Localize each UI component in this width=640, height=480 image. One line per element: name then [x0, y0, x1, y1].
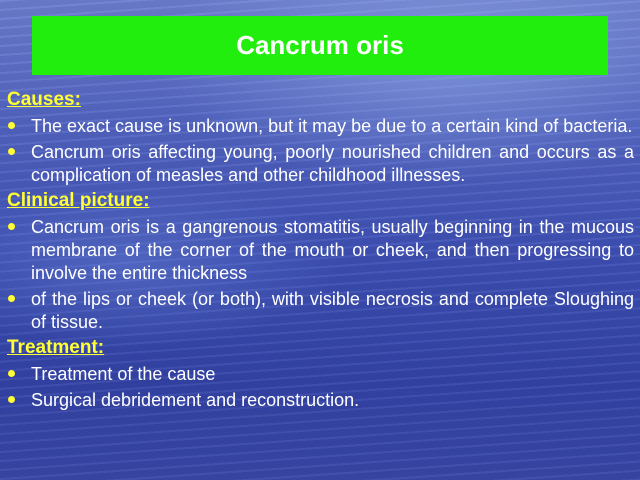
bullet-text: Treatment of the cause — [31, 364, 216, 384]
section-clinical-picture — [7, 189, 634, 334]
bullet-dot-icon — [8, 370, 15, 377]
bullet-list-treatment — [7, 363, 634, 412]
bullet-item — [7, 288, 634, 334]
bullet-list-causes — [7, 115, 634, 187]
title-bar — [32, 16, 608, 75]
bullet-text: of the lips or cheek (or both), with visible necrosis and complete Sloughing of tissue. — [31, 289, 634, 332]
section-heading-clinical-picture: Clinical picture: — [7, 190, 150, 211]
bullet-text: Cancrum oris is a gangrenous stomatitis, usually beginning in the mucous membrane of the corner of the mouth or cheek, and then progressing to involve the entire thickness — [31, 217, 634, 283]
bullet-item — [7, 141, 634, 187]
bullet-list-clinical-picture — [7, 216, 634, 334]
section-heading-causes: Causes: — [7, 89, 81, 110]
section-causes — [7, 88, 634, 187]
bullet-dot-icon — [8, 148, 15, 155]
bullet-text: The exact cause is unknown, but it may be due to a certain kind of bacteria. — [31, 116, 633, 136]
bullet-item — [7, 216, 634, 285]
bullet-dot-icon — [8, 122, 15, 129]
slide-content — [7, 88, 634, 414]
slide-title: Cancrum oris — [236, 30, 404, 60]
bullet-text: Surgical debridement and reconstruction. — [31, 390, 360, 410]
bullet-dot-icon — [8, 396, 15, 403]
bullet-dot-icon — [8, 295, 15, 302]
section-heading-treatment: Treatment: — [7, 337, 105, 358]
bullet-text: Cancrum oris affecting young, poorly nourished children and occurs as a complication of measles and other childhood illnesses. — [31, 142, 634, 185]
bullet-item — [7, 363, 634, 386]
section-treatment — [7, 336, 634, 412]
bullet-item — [7, 115, 634, 138]
bullet-item — [7, 389, 634, 412]
bullet-dot-icon — [8, 223, 15, 230]
